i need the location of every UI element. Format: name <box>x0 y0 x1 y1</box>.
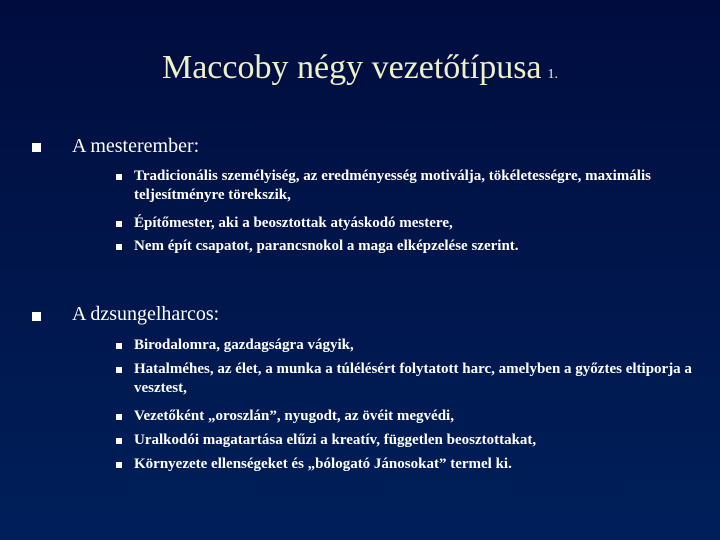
list-item: Hatalméhes, az élet, a munka a túlélésért folytatott harc, amelyben a győztes eltiporja a vesztest, <box>134 361 692 396</box>
bullet-icon <box>116 414 122 420</box>
bullet-icon <box>116 438 122 444</box>
section-heading-mesterember: A mesterember: <box>72 135 200 157</box>
bullet-icon <box>116 244 122 250</box>
bullet-icon <box>32 312 41 321</box>
slide-title-number: 1. <box>547 67 559 82</box>
bullet-icon <box>116 221 122 227</box>
list-item: Vezetőként „oroszlán”, nyugodt, az övéit megvédi, <box>134 408 454 424</box>
bullet-icon <box>116 343 122 349</box>
list-item: Építőmester, aki a beosztottak atyáskodó mestere, <box>134 215 453 231</box>
list-item: Környezete ellenségeket és „bólogató Jánosokat” termel ki. <box>134 456 512 472</box>
bullet-icon <box>116 462 122 468</box>
list-item: Tradicionális személyiség, az eredményesség motiválja, tökéletességre, maximális teljesítményre törekszik, <box>134 168 651 203</box>
list-item: Nem épít csapatot, parancsnokol a maga elképzelése szerint. <box>134 238 519 254</box>
list-item: Uralkodói magatartása elűzi a kreatív, független beosztottakat, <box>134 432 537 448</box>
slide-title-text: Maccoby négy vezetőtípusa <box>161 49 542 86</box>
bullet-icon <box>32 143 41 152</box>
bullet-icon <box>116 367 122 373</box>
bullet-icon <box>116 174 122 180</box>
section-heading-dzsungelharcos: A dzsungelharcos: <box>72 303 220 325</box>
slide-title <box>0 48 720 95</box>
list-item: Birodalomra, gazdagságra vágyik, <box>134 337 354 353</box>
